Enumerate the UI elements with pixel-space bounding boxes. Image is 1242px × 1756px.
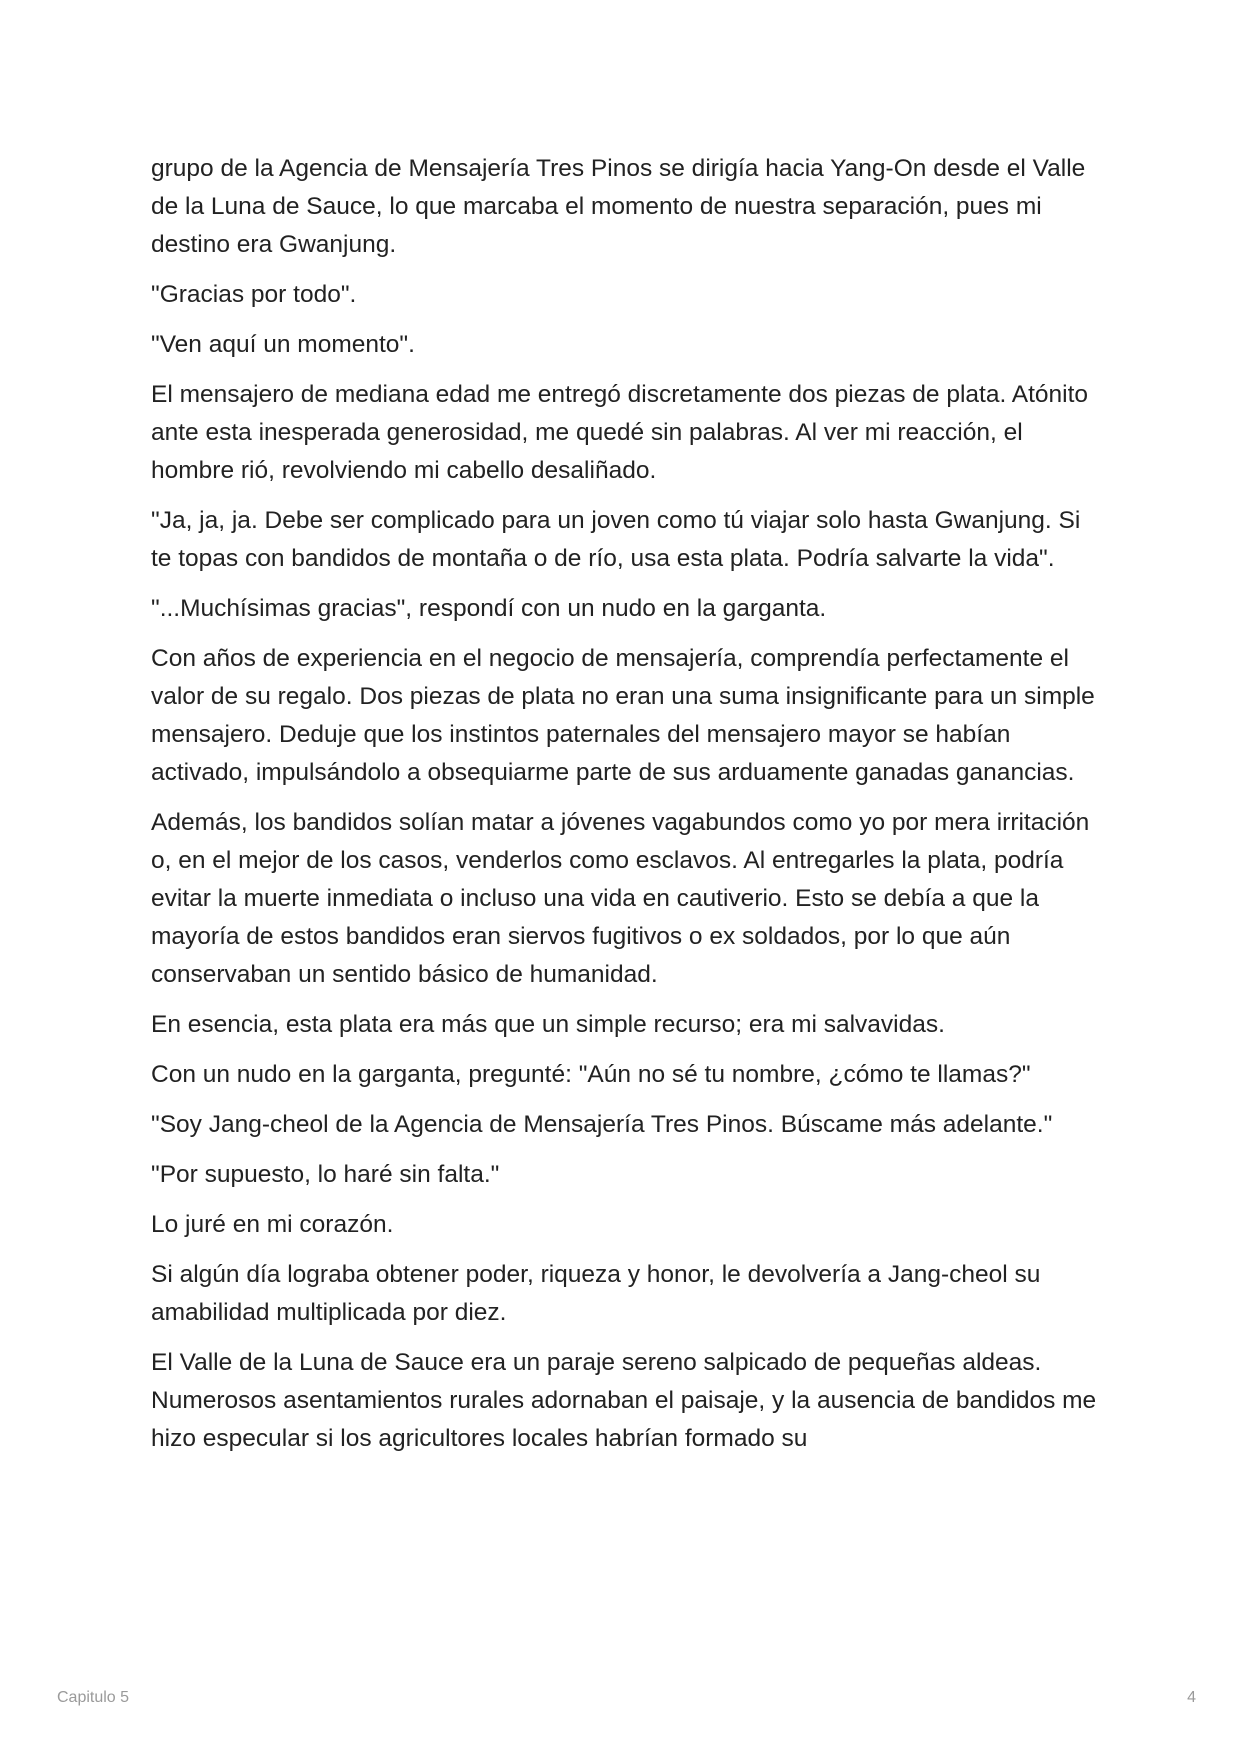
paragraph: Con un nudo en la garganta, pregunté: "Aún no sé tu nombre, ¿cómo te llamas?" — [151, 1061, 1031, 1088]
paragraph: Con años de experiencia en el negocio de mensajería, comprendía perfectamente el valor de su regalo. Dos piezas de plata no eran una suma insignificante para un simple mensajero. Deduje que los instintos paternales del mensajero mayor se habían activado, impulsándolo a obsequiarme parte de sus arduamente ganadas ganancias. — [151, 645, 1095, 786]
paragraph: "Soy Jang-cheol de la Agencia de Mensajería Tres Pinos. Búscame más adelante." — [151, 1111, 1053, 1138]
paragraph: En esencia, esta plata era más que un simple recurso; era mi salvavidas. — [151, 1011, 945, 1038]
paragraph: Lo juré en mi corazón. — [151, 1211, 394, 1238]
chapter-body — [151, 150, 1101, 1470]
paragraph: El Valle de la Luna de Sauce era un paraje sereno salpicado de pequeñas aldeas. Numerosos asentamientos rurales adornaban el paisaje, y la ausencia de bandidos me hizo especular si los agricultores locales habrían formado su — [151, 1349, 1097, 1452]
paragraph: "Ven aquí un momento". — [151, 331, 415, 358]
footer-page-number: 4 — [1187, 1689, 1196, 1706]
footer-chapter-label: Capitulo 5 — [57, 1689, 130, 1706]
paragraph: "...Muchísimas gracias", respondí con un nudo en la garganta. — [151, 595, 827, 622]
paragraph: "Ja, ja, ja. Debe ser complicado para un joven como tú viajar solo hasta Gwanjung. Si te topas con bandidos de montaña o de río, usa esta plata. Podría salvarte la vida". — [151, 507, 1081, 572]
paragraph: "Gracias por todo". — [151, 281, 357, 308]
paragraph: El mensajero de mediana edad me entregó discretamente dos piezas de plata. Atónito ante esta inesperada generosidad, me quedé sin palabras. Al ver mi reacción, el hombre rió, revolviendo mi cabello desaliñado. — [151, 381, 1089, 484]
paragraph: Si algún día lograba obtener poder, riqueza y honor, le devolvería a Jang-cheol su amabilidad multiplicada por diez. — [151, 1261, 1041, 1326]
paragraph: grupo de la Agencia de Mensajería Tres Pinos se dirigía hacia Yang-On desde el Valle de la Luna de Sauce, lo que marcaba el momento de nuestra separación, pues mi destino era Gwanjung. — [151, 155, 1086, 258]
paragraph: "Por supuesto, lo haré sin falta." — [151, 1161, 500, 1188]
paragraph: Además, los bandidos solían matar a jóvenes vagabundos como yo por mera irritación o, en el mejor de los casos, venderlos como esclavos. Al entregarles la plata, podría evitar la muerte inmediata o incluso una vida en cautiverio. Esto se debía a que la mayoría de estos bandidos eran siervos fugitivos o ex soldados, por lo que aún conservaban un sentido básico de humanidad. — [151, 809, 1090, 988]
